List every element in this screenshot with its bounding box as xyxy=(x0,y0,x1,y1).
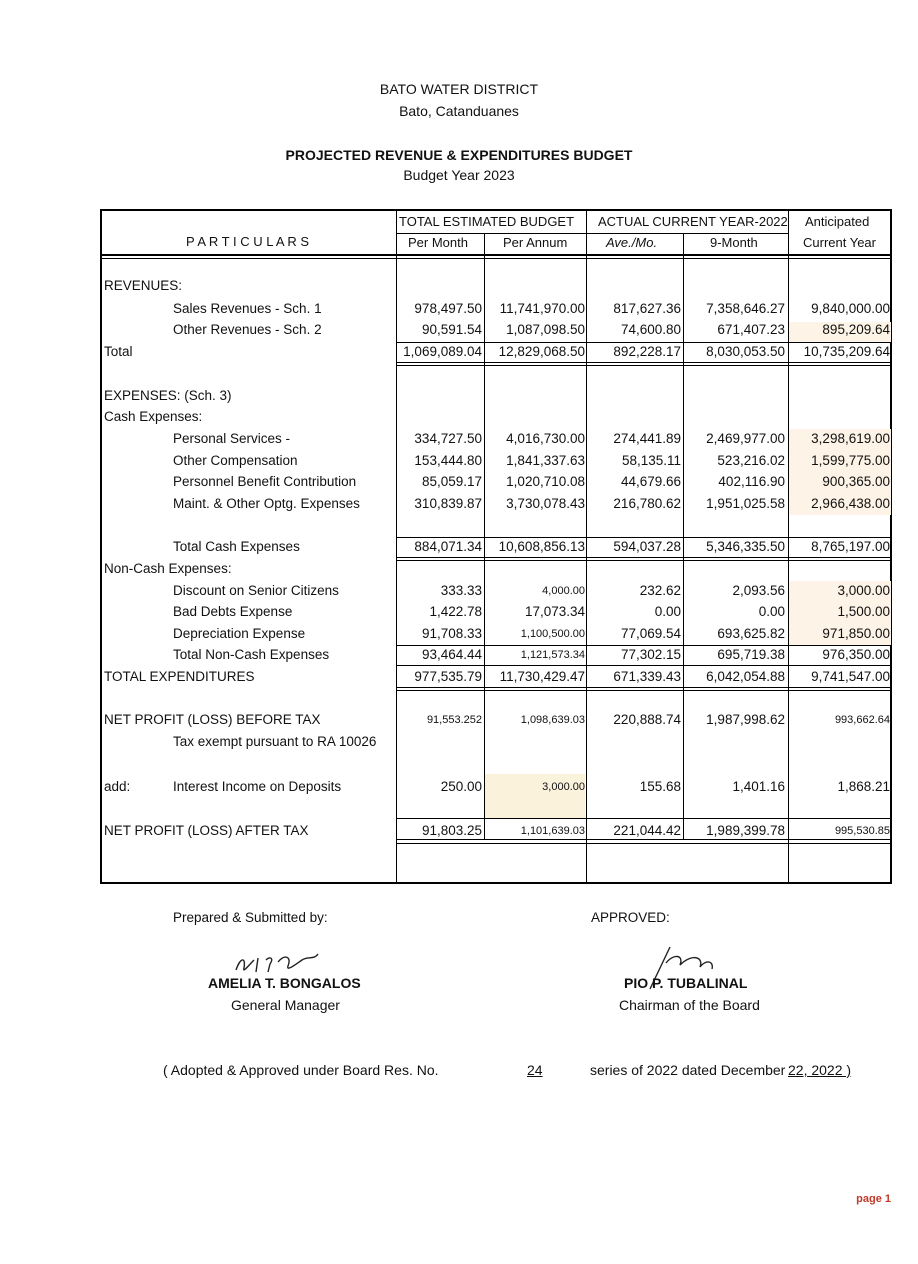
table-cell: 1,868.21 xyxy=(837,779,890,794)
table-cell: 1,100,500.00 xyxy=(520,628,585,640)
table-cell: 1,951,025.58 xyxy=(706,496,785,511)
row-label: Tax exempt pursuant to RA 10026 xyxy=(173,734,377,749)
table-cell: 4,000.00 xyxy=(542,585,585,597)
row-label: Sales Revenues - Sch. 1 xyxy=(173,301,322,316)
row-label: Personnel Benefit Contribution xyxy=(173,474,357,489)
row-label: NET PROFIT (LOSS) AFTER TAX xyxy=(104,823,309,838)
table-cell: 10,608,856.13 xyxy=(498,539,585,554)
row-label: Other Revenues - Sch. 2 xyxy=(173,322,322,337)
table-cell: 74,600.80 xyxy=(620,322,681,337)
table-cell: 220,888.74 xyxy=(613,712,681,727)
table-cell: 993,662.64 xyxy=(834,714,890,726)
table-cell: 91,708.33 xyxy=(421,626,482,641)
row-label: Maint. & Other Optg. Expenses xyxy=(173,496,360,511)
row-prefix: add: xyxy=(104,779,131,794)
col-9-month: 9-Month xyxy=(710,235,758,250)
resolution-number: 24 xyxy=(527,1062,543,1078)
table-cell: 44,679.66 xyxy=(620,474,681,489)
row-label: Personal Services - xyxy=(173,431,291,446)
table-cell: 978,497.50 xyxy=(414,301,482,316)
table-cell: 1,069,089.04 xyxy=(403,344,482,359)
table-cell: 1,098,639.03 xyxy=(520,714,585,726)
table-cell: 671,339.43 xyxy=(613,669,681,684)
approved-title: Chairman of the Board xyxy=(619,997,760,1013)
col-current-year: Current Year xyxy=(803,235,876,250)
table-cell: 310,839.87 xyxy=(414,496,482,511)
table-cell: 971,850.00 xyxy=(822,626,890,641)
table-cell: 976,350.00 xyxy=(822,647,890,662)
table-cell: 91,803.25 xyxy=(421,823,482,838)
table-cell: 4,016,730.00 xyxy=(506,431,585,446)
col-particulars: P A R T I C U L A R S xyxy=(186,234,310,249)
org-location: Bato, Catanduanes xyxy=(399,103,519,119)
table-cell: 817,627.36 xyxy=(613,301,681,316)
table-cell: 9,741,547.00 xyxy=(811,669,890,684)
col-actual: ACTUAL CURRENT YEAR-2022 xyxy=(598,214,788,229)
table-cell: 1,841,337.63 xyxy=(506,453,585,468)
table-cell: 3,730,078.43 xyxy=(506,496,585,511)
col-total-budget: TOTAL ESTIMATED BUDGET xyxy=(399,214,575,229)
table-cell: 1,101,639.03 xyxy=(520,825,585,837)
table-cell: 333.33 xyxy=(440,583,482,598)
table-cell: 7,358,646.27 xyxy=(706,301,785,316)
col-per-month: Per Month xyxy=(408,235,468,250)
table-cell: 900,365.00 xyxy=(822,474,890,489)
row-label: TOTAL EXPENDITURES xyxy=(104,669,255,684)
table-cell: 90,591.54 xyxy=(421,322,482,337)
row-label: Total Cash Expenses xyxy=(173,539,300,554)
table-cell: 334,727.50 xyxy=(414,431,482,446)
row-label: Other Compensation xyxy=(173,453,298,468)
table-cell: 155.68 xyxy=(639,779,681,794)
row-label: Non-Cash Expenses: xyxy=(104,561,232,576)
document-title: PROJECTED REVENUE & EXPENDITURES BUDGET xyxy=(285,147,633,163)
col-ave-mo: Ave./Mo. xyxy=(606,235,658,250)
table-cell: 884,071.34 xyxy=(414,539,482,554)
prepared-name: AMELIA T. BONGALOS xyxy=(208,975,361,991)
table-cell: 232.62 xyxy=(639,583,681,598)
table-cell: 895,209.64 xyxy=(822,322,890,337)
row-label: Bad Debts Expense xyxy=(173,604,293,619)
table-cell: 9,840,000.00 xyxy=(811,301,890,316)
table-cell: 3,000.00 xyxy=(837,583,890,598)
table-cell: 10,735,209.64 xyxy=(803,344,890,359)
table-cell: 1,987,998.62 xyxy=(706,712,785,727)
table-cell: 892,228.17 xyxy=(613,344,681,359)
table-cell: 2,966,438.00 xyxy=(811,496,890,511)
table-cell: 77,069.54 xyxy=(620,626,681,641)
table-cell: 93,464.44 xyxy=(421,647,482,662)
table-cell: 1,401.16 xyxy=(732,779,785,794)
table-cell: 1,020,710.08 xyxy=(506,474,585,489)
col-anticipated: Anticipated xyxy=(805,214,870,229)
row-label: Cash Expenses: xyxy=(104,409,203,424)
row-label: EXPENSES: (Sch. 3) xyxy=(104,388,232,403)
table-cell: 11,741,970.00 xyxy=(499,301,585,316)
table-cell: 1,500.00 xyxy=(837,604,890,619)
table-cell: 8,765,197.00 xyxy=(811,539,890,554)
row-label: Discount on Senior Citizens xyxy=(173,583,339,598)
table-cell: 0.00 xyxy=(758,604,785,619)
table-cell: 6,042,054.88 xyxy=(706,669,785,684)
table-cell: 17,073.34 xyxy=(524,604,585,619)
row-label: Depreciation Expense xyxy=(173,626,306,641)
table-cell: 3,000.00 xyxy=(542,781,585,793)
prepared-title: General Manager xyxy=(231,997,340,1013)
table-cell: 12,829,068.50 xyxy=(498,344,585,359)
table-cell: 85,059.17 xyxy=(421,474,482,489)
table-cell: 523,216.02 xyxy=(717,453,785,468)
row-label: Total xyxy=(104,344,133,359)
series-text: series of 2022 dated December xyxy=(590,1062,786,1078)
row-label: Interest Income on Deposits xyxy=(173,779,342,794)
row-label: NET PROFIT (LOSS) BEFORE TAX xyxy=(104,712,321,727)
table-cell: 594,037.28 xyxy=(613,539,681,554)
table-cell: 671,407.23 xyxy=(717,322,785,337)
table-cell: 58,135.11 xyxy=(621,453,681,468)
prepared-label: Prepared & Submitted by: xyxy=(173,910,328,925)
adopted-text: ( Adopted & Approved under Board Res. No. xyxy=(163,1062,439,1078)
approved-name: PIO P. TUBALINAL xyxy=(624,975,748,991)
table-cell: 402,116.90 xyxy=(718,474,785,489)
table-cell: 695,719.38 xyxy=(717,647,785,662)
table-cell: 2,093.56 xyxy=(732,583,785,598)
table-cell: 1,989,399.78 xyxy=(706,823,785,838)
table-cell: 153,444.80 xyxy=(414,453,482,468)
org-name: BATO WATER DISTRICT xyxy=(379,81,539,97)
table-cell: 995,530.85 xyxy=(834,825,890,837)
table-cell: 1,422.78 xyxy=(429,604,482,619)
table-cell: 5,346,335.50 xyxy=(706,539,785,554)
table-cell: 693,625.82 xyxy=(717,626,785,641)
table-cell: 221,044.42 xyxy=(613,823,681,838)
table-cell: 8,030,053.50 xyxy=(706,344,785,359)
table-cell: 3,298,619.00 xyxy=(811,431,890,446)
page-number: page 1 xyxy=(856,1193,891,1205)
table-cell: 274,441.89 xyxy=(613,431,681,446)
document-subtitle: Budget Year 2023 xyxy=(403,167,515,183)
table-cell: 977,535.79 xyxy=(414,669,482,684)
table-cell: 1,087,098.50 xyxy=(506,322,585,337)
table-cell: 1,121,573.34 xyxy=(520,649,585,661)
table-cell: 250.00 xyxy=(440,779,482,794)
table-cell: 2,469,977.00 xyxy=(706,431,785,446)
table-cell: 0.00 xyxy=(654,604,681,619)
table-cell: 1,599,775.00 xyxy=(811,453,890,468)
signature-bongalos-icon xyxy=(232,950,322,978)
approved-label: APPROVED: xyxy=(591,910,670,925)
table-cell: 77,302.15 xyxy=(620,647,681,662)
table-cell: 216,780.62 xyxy=(613,496,681,511)
table-cell: 11,730,429.47 xyxy=(499,669,585,684)
row-label: Total Non-Cash Expenses xyxy=(173,647,330,662)
row-label: REVENUES: xyxy=(104,278,183,293)
adopted-date: 22, 2022 ) xyxy=(788,1062,852,1078)
col-per-annum: Per Annum xyxy=(503,235,568,250)
table-cell: 91,553.252 xyxy=(426,714,482,726)
